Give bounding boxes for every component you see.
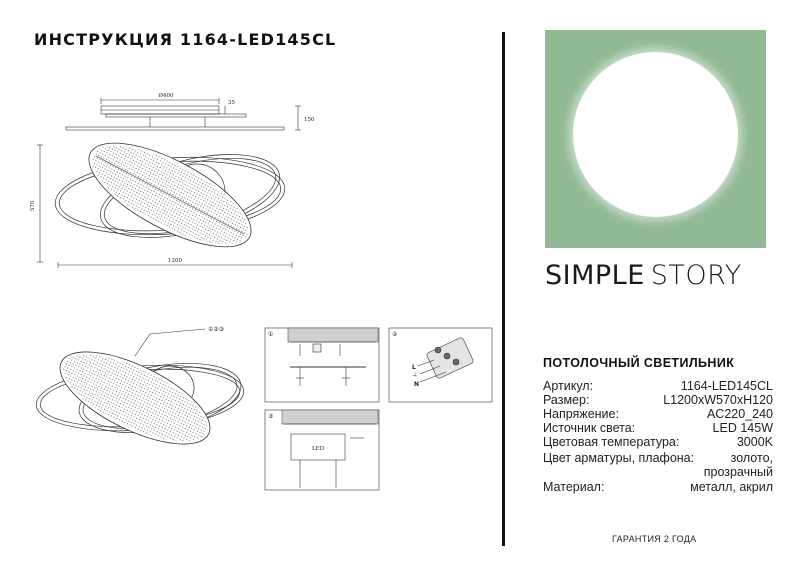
brand-word-1: SIMPLE [545,260,645,291]
dim-height: 150 [304,117,315,123]
driver-box-label: LED [311,446,325,452]
page-title: ИНСТРУКЦИЯ 1164-LED145CL [34,30,337,49]
front-view [37,123,292,268]
brand-name [545,260,775,291]
spec-value: AC220_240 [706,407,773,421]
spec-label: Цвет арматуры, плафона: [543,451,695,465]
perspective-view [34,329,246,463]
wire-label-ground: ⏚ [412,372,419,379]
spec-value: LED 145W [712,421,773,435]
spec-value: 1164-LED145CL [680,379,773,393]
dim-depth: 35 [228,100,235,106]
moon-circle [573,52,738,217]
dim-span-height: 570 [30,200,36,212]
wire-label-n: N [414,381,420,388]
dim-span-width: 1200 [168,258,182,264]
spec-label: Цветовая температура: [543,435,680,449]
spec-label: Материал: [543,480,605,494]
install-step-1 [265,328,379,402]
brand-word-2: STORY [650,260,742,291]
spec-value: золото, [730,451,773,465]
spec-label: Размер: [543,393,590,407]
brand-image [545,30,766,248]
side-view-panel [66,127,284,130]
spec-label: Напряжение: [543,407,619,421]
spec-label: Артикул: [543,379,594,393]
side-view [66,98,301,130]
product-type: ПОТОЛОЧНЫЙ СВЕТИЛЬНИК [543,356,735,370]
spec-value: металл, акрил [690,480,773,494]
step-2-number: ② [392,331,398,338]
spec-value: 3000K [736,435,773,449]
warranty-note: ГАРАНТИЯ 2 ГОДА [612,534,697,544]
wire-label-l: L [412,364,416,371]
step-3-number: ③ [268,413,274,420]
spec-label: Источник света: [543,421,636,435]
install-step-2 [389,328,492,402]
vertical-divider [502,32,505,546]
dim-diameter: Ø400 [158,93,174,99]
spec-value: L1200xW570xH120 [663,393,773,407]
step-1-number: ① [268,331,274,338]
spec-value: прозрачный [703,465,773,479]
steps-label: ①②③ [208,326,225,333]
